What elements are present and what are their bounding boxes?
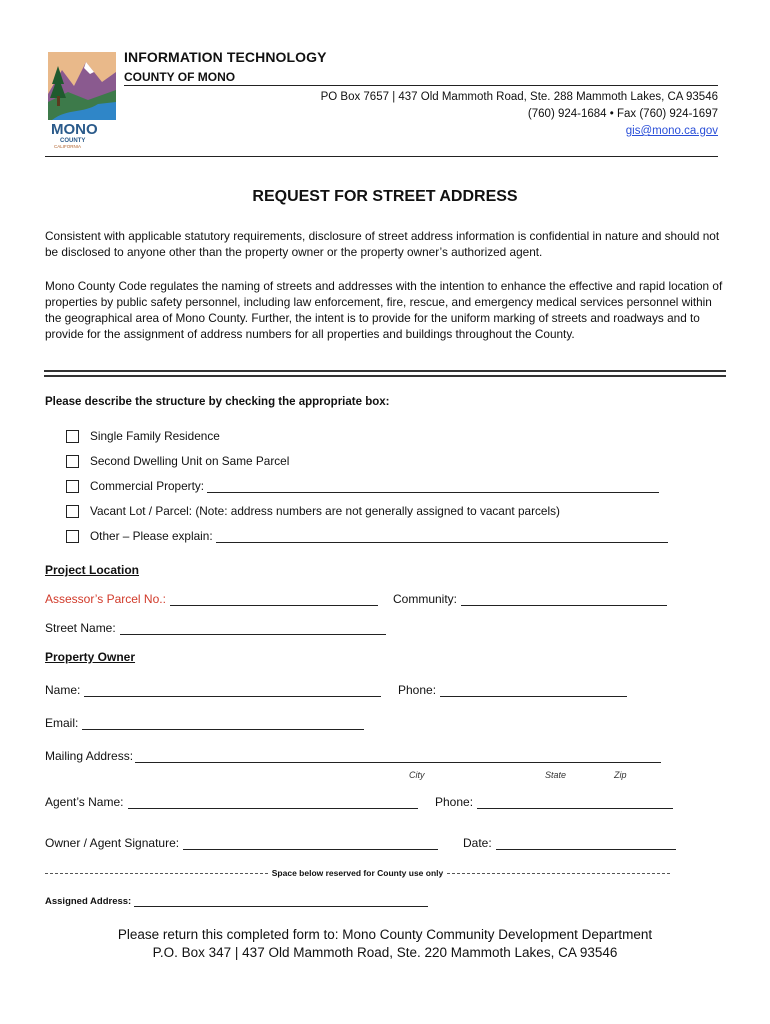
date-field: [463, 836, 676, 850]
commercial-input[interactable]: [207, 480, 659, 493]
page-title: REQUEST FOR STREET ADDRESS: [252, 188, 518, 205]
community-field: [393, 592, 667, 606]
dash-line-left: [45, 873, 268, 874]
assigned-address-label: Assigned Address:: [45, 896, 132, 907]
apn-label: Assessor’s Parcel No.:: [45, 592, 166, 606]
structure-question: Please describe the structure by checking the appropriate box:: [45, 396, 390, 408]
owner-phone-field: [398, 683, 627, 697]
option-label: Second Dwelling Unit on Same Parcel: [90, 454, 290, 468]
state-sublabel: State: [545, 770, 567, 780]
agent-phone-input[interactable]: [477, 796, 673, 809]
assigned-address-input[interactable]: [134, 894, 428, 907]
city-sublabel: City: [409, 770, 425, 780]
signature-label: Owner / Agent Signature:: [45, 836, 180, 850]
svg-text:CALIFORNIA: CALIFORNIA: [54, 144, 82, 148]
option-label: Other – Please explain:: [90, 529, 213, 543]
county-use-divider: [45, 868, 670, 878]
street-name-field: [45, 621, 386, 635]
mono-county-logo: [48, 52, 116, 148]
dash-line-right: [447, 873, 670, 874]
svg-text:COUNTY: COUNTY: [60, 138, 86, 144]
owner-phone-label: Phone:: [398, 683, 437, 697]
option-label: Single Family Residence: [90, 429, 220, 443]
email-link[interactable]: gis@mono.ca.gov: [625, 125, 718, 137]
second-dwelling-checkbox[interactable]: [66, 455, 79, 468]
return-instructions-line1: Please return this completed form to: Mono County Community Development Department: [117, 927, 653, 942]
confidentiality-paragraph: Consistent with applicable statutory requirements, disclosure of street address information is confidential in nature and should not be disclosed to anyone other than the property owner or the property owner’s authorized agent.: [45, 229, 720, 259]
owner-name-input[interactable]: [84, 684, 381, 697]
other-explain-input[interactable]: [216, 530, 668, 543]
single-family-checkbox[interactable]: [66, 430, 79, 443]
signature-input[interactable]: [183, 837, 438, 850]
mailing-address-label: Mailing Address:: [45, 749, 134, 763]
owner-name-label: Name:: [45, 683, 81, 697]
option-single-family: [66, 429, 220, 443]
option-label: Commercial Property:: [90, 479, 205, 493]
header-divider-top: [124, 85, 718, 86]
option-label: Vacant Lot / Parcel: (Note: address numbers are not generally assigned to vacant parcels): [90, 504, 560, 518]
apn-field: [45, 592, 378, 606]
mailing-address-line: PO Box 7657 | 437 Old Mammoth Road, Ste. 288 Mammoth Lakes, CA 93546: [320, 91, 718, 103]
option-vacant-lot: [66, 504, 560, 518]
owner-name-field: [45, 683, 381, 697]
agent-name-label: Agent’s Name:: [45, 795, 124, 809]
contact-block: [321, 89, 718, 140]
header-divider: [45, 156, 718, 157]
project-location-heading: Project Location: [45, 563, 140, 577]
zip-sublabel: Zip: [614, 770, 627, 780]
county-name: COUNTY OF MONO: [124, 70, 236, 84]
apn-input[interactable]: [170, 593, 378, 606]
vacant-lot-checkbox[interactable]: [66, 505, 79, 518]
county-code-paragraph: Mono County Code regulates the naming of streets and addresses with the intention to enhance the effective and rapid location of properties by public safety personnel, including law enforcement, fire, rescue, and emergency medical services personnel within the geographical area of Mono County. Further, the intent is to provide for the uniform marking of streets and roadways and to provide for the assignment of address numbers for all properties and buildings throughout the County.: [45, 279, 723, 341]
agent-name-input[interactable]: [128, 796, 418, 809]
svg-text:MONO: MONO: [51, 121, 98, 138]
owner-email-field: [45, 716, 364, 730]
owner-email-label: Email:: [45, 716, 79, 730]
assigned-address-field: [45, 894, 428, 907]
signature-field: [45, 836, 438, 850]
agent-phone-label: Phone:: [435, 795, 474, 809]
street-name-label: Street Name:: [45, 621, 116, 635]
county-use-text: Space below reserved for County use only: [271, 868, 444, 878]
agent-name-field: [45, 795, 418, 809]
return-instructions-line2: P.O. Box 347 | 437 Old Mammoth Road, Ste. 220 Mammoth Lakes, CA 93546: [152, 945, 618, 960]
street-name-input[interactable]: [120, 622, 386, 635]
date-input[interactable]: [496, 837, 676, 850]
property-owner-heading: Property Owner: [45, 650, 136, 664]
department-name: INFORMATION TECHNOLOGY: [124, 49, 327, 65]
commercial-checkbox[interactable]: [66, 480, 79, 493]
mailing-address-input[interactable]: [135, 750, 661, 763]
section-double-divider: [44, 370, 726, 377]
date-label: Date:: [463, 836, 492, 850]
mailing-address-field: [45, 749, 661, 763]
owner-phone-input[interactable]: [440, 684, 627, 697]
agent-phone-field: [435, 795, 673, 809]
community-label: Community:: [393, 592, 458, 606]
other-checkbox[interactable]: [66, 530, 79, 543]
phone-fax-line: (760) 924-1684 • Fax (760) 924-1697: [527, 108, 718, 120]
owner-email-input[interactable]: [82, 717, 364, 730]
option-other: [66, 529, 668, 543]
option-second-dwelling: [66, 454, 289, 468]
option-commercial: [66, 479, 659, 493]
community-input[interactable]: [461, 593, 667, 606]
